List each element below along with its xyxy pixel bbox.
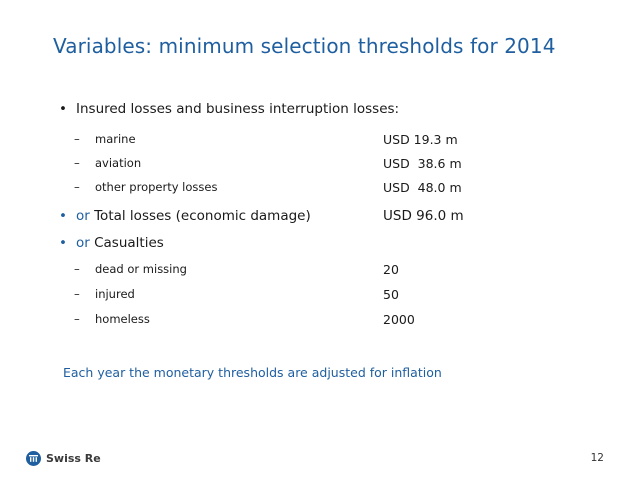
sub-item-marine: [0, 132, 638, 152]
sub-item-value: USD 38.6 m: [383, 156, 462, 171]
dash-marker: –: [74, 180, 80, 194]
sub-item-value: 50: [383, 287, 399, 302]
sub-item-value: USD 48.0 m: [383, 180, 462, 195]
bullet-casualties: [0, 235, 638, 255]
bullet-marker: •: [59, 101, 67, 117]
dash-marker: –: [74, 287, 80, 301]
sub-item-value: 20: [383, 262, 399, 277]
or-prefix: or: [76, 235, 90, 251]
sub-item-value: USD 19.3 m: [383, 132, 458, 147]
logo-text: Swiss Re: [46, 452, 101, 465]
sub-item-label: other property losses: [95, 180, 218, 194]
bullet-label: [76, 235, 164, 251]
bullet-value: USD 96.0 m: [383, 208, 464, 224]
dash-marker: –: [74, 312, 80, 326]
sub-item-value: 2000: [383, 312, 415, 327]
sub-item-label: marine: [95, 132, 136, 146]
sub-item-label: aviation: [95, 156, 142, 170]
sub-item-label: homeless: [95, 312, 150, 326]
bullet-marker: •: [59, 208, 67, 224]
bullet-label: [76, 208, 311, 224]
page-number: 12: [590, 452, 604, 464]
bullet-total-losses: [0, 208, 638, 228]
sub-item-dead-or-missing: [0, 262, 638, 282]
sub-item-other-property: [0, 180, 638, 200]
inflation-note: Each year the monetary thresholds are adjusted for inflation: [63, 365, 442, 380]
or-prefix: or: [76, 208, 90, 224]
bullet-insured-losses: [0, 101, 638, 121]
bullet-text: Casualties: [94, 235, 164, 251]
bullet-marker: •: [59, 235, 67, 251]
dash-marker: –: [74, 132, 80, 146]
bullet-text: Total losses (economic damage): [94, 208, 311, 224]
sub-item-aviation: [0, 156, 638, 176]
slide-title: Variables: minimum selection thresholds for 2014: [53, 34, 556, 58]
dash-marker: –: [74, 156, 80, 170]
sub-item-injured: [0, 287, 638, 307]
sub-item-label: injured: [95, 287, 135, 301]
dash-marker: –: [74, 262, 80, 276]
sub-item-homeless: [0, 312, 638, 332]
swiss-re-logo-icon: [26, 451, 41, 466]
swiss-re-logo: [26, 451, 101, 466]
bullet-label: Insured losses and business interruption losses:: [76, 101, 400, 117]
sub-item-label: dead or missing: [95, 262, 187, 276]
